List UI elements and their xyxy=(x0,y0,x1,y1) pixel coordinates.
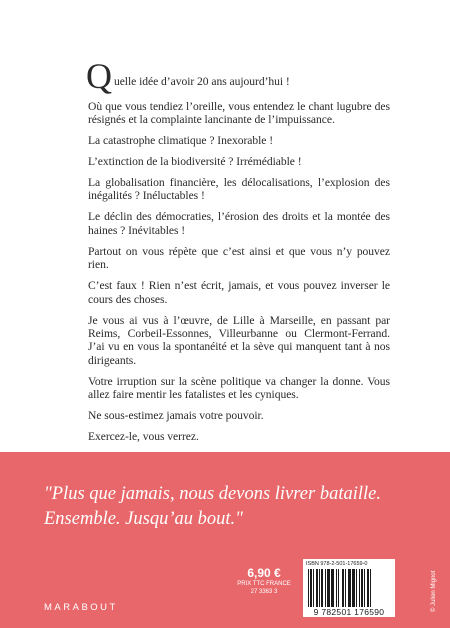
paragraph: Partout on vous répète que c’est ainsi et que vous n’y pouvez rien. xyxy=(88,244,390,272)
opening-line: uelle idée d’avoir 20 ans aujourd’hui ! xyxy=(113,75,290,88)
paragraph: La globalisation financière, les délocalisations, l’explosion des inégalités ? Inéluctables ! xyxy=(88,176,390,203)
paragraph: Le déclin des démocraties, l’érosion des droits et la montée des haines ? Inévitables ! xyxy=(88,210,390,237)
price-box xyxy=(236,566,292,596)
price-code: 27 3363 3 xyxy=(250,589,278,595)
publisher-logo: MARABOUT xyxy=(44,602,118,613)
drop-cap: Q xyxy=(86,56,112,96)
paragraph: Votre irruption sur la scène politique va changer la donne. Vous allez faire mentir les fatalistes et les cyniques. xyxy=(88,374,390,402)
paragraph: Je vous ai vus à l’œuvre, de Lille à Marseille, en passant par Reims, Corbeil-Essonnes, Villeurbanne ou Clermont-Ferrand. J’ai vu en vous la spontanéité et la sève qui manquent tant à nos dirigeants. xyxy=(88,313,390,367)
paragraph: L’extinction de la biodiversité ? Irrémédiable ! xyxy=(88,155,302,168)
pull-quote xyxy=(44,482,424,532)
barcode xyxy=(303,559,395,617)
price-label: PRIX TTC FRANCE xyxy=(237,581,291,587)
opening-paragraph xyxy=(86,56,390,96)
paragraph: Ne sous-estimez jamais votre pouvoir. xyxy=(88,409,264,423)
photo-credit: © Julien Mignot xyxy=(431,570,437,612)
quote-line: "Plus que jamais, nous devons livrer bataille. xyxy=(44,484,381,504)
paragraph: C’est faux ! Rien n’est écrit, jamais, et vous pouvez inverser le cours des choses. xyxy=(88,279,390,306)
isbn-label: ISBN 978-2-501-17659-0 xyxy=(306,561,368,567)
paragraph: Où que vous tendiez l’oreille, vous entendez le chant lugubre des résignés et la complainte lancinante de l’impuissance. xyxy=(88,99,390,126)
paragraph: Exercez-le, vous verrez. xyxy=(88,430,199,444)
price: 6,90 € xyxy=(247,566,281,580)
barcode-bars xyxy=(308,569,390,607)
barcode-digits: 9 782501 176590 xyxy=(313,607,385,617)
back-cover-text xyxy=(86,56,390,451)
quote-line: Ensemble. Jusqu’au bout." xyxy=(44,509,243,529)
barcode-gap xyxy=(371,569,372,607)
paragraph: La catastrophe climatique ? Inexorable ! xyxy=(88,134,274,147)
